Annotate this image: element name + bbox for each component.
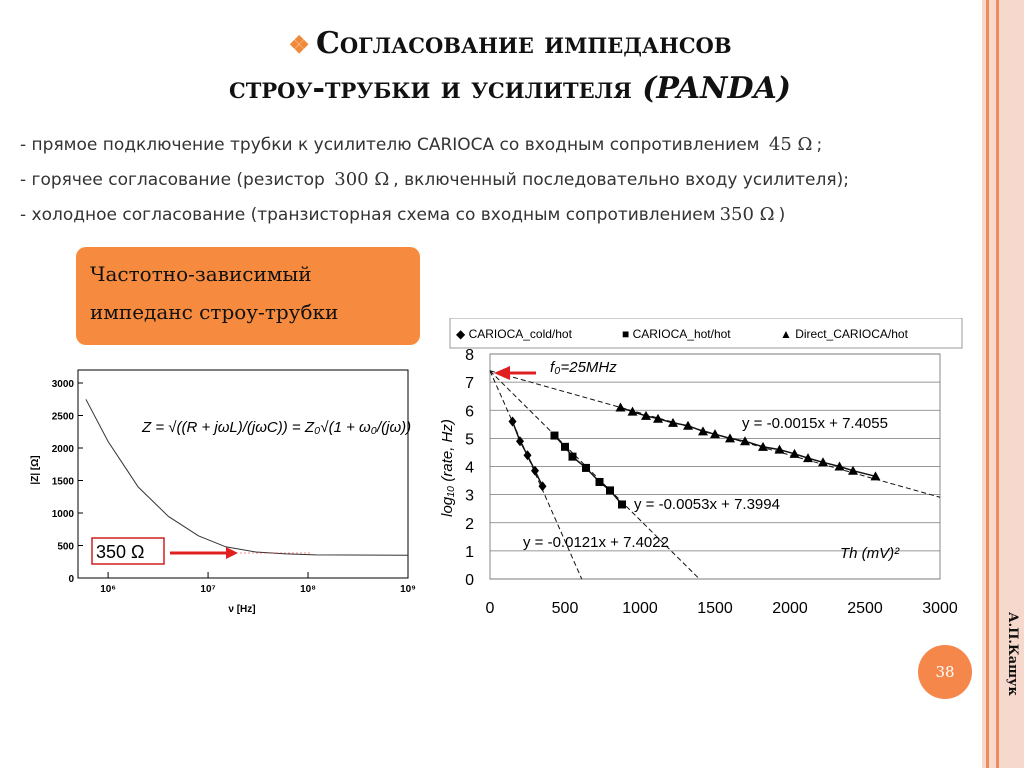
x-tick-label: 10⁸ <box>300 584 316 595</box>
bullet-value: 300 Ω <box>334 169 390 190</box>
fit-label-direct: y = -0.0015x + 7.4055 <box>742 415 888 432</box>
diamond-bullet-icon: ❖ <box>288 30 310 59</box>
x-tick-label: 2500 <box>847 600 883 617</box>
rate-chart <box>430 318 975 628</box>
callout-line-1: Частотно-зависимый <box>90 262 312 286</box>
bullet-item <box>20 200 849 235</box>
bullet-item <box>20 130 849 165</box>
fit-label-hot: y = -0.0053x + 7.3994 <box>634 496 780 513</box>
x-tick-label: 3000 <box>922 600 958 617</box>
bullet-text-end: ) <box>778 205 786 225</box>
fit-label-cold: y = -0.0121x + 7.4022 <box>523 534 669 551</box>
slide-title <box>60 22 960 111</box>
y-axis-label: |Z| [Ω] <box>30 455 41 485</box>
x-tick-label: 1000 <box>622 600 658 617</box>
bullet-value: 45 Ω <box>768 134 813 155</box>
data-point <box>569 453 577 461</box>
title-line-1: Согласование импедансов <box>315 26 732 61</box>
data-point <box>596 478 604 486</box>
data-point <box>606 486 614 494</box>
y-tick-label: 500 <box>57 541 74 553</box>
x-tick-label: 10⁹ <box>400 584 416 595</box>
y-tick-label: 0 <box>68 574 74 585</box>
f0-annotation: f₀=25MHz <box>550 359 617 376</box>
bullet-text-end: , включенный последовательно входу усилителя); <box>393 170 849 190</box>
bullet-list <box>20 130 849 235</box>
y-tick-label: 4 <box>465 459 474 477</box>
bullet-text: - холодное согласование (транзисторная схема со входным сопротивлением <box>20 205 716 225</box>
y-axis-label: log₁₀ (rate, Hz) <box>439 419 456 517</box>
impedance-chart <box>30 360 430 620</box>
y-tick-label: 3000 <box>51 379 74 390</box>
legend-item-cold: ◆ CARIOCA_cold/hot <box>456 327 572 341</box>
x-axis-label: Th (mV)² <box>840 545 900 562</box>
page-number-badge: 38 <box>918 645 972 699</box>
x-tick-label: 1500 <box>697 600 733 617</box>
y-tick-label: 2500 <box>51 411 74 423</box>
title-line-2: строу-трубки и усилителя <box>229 71 632 106</box>
data-point <box>551 432 559 440</box>
data-point <box>582 464 590 472</box>
data-point <box>561 443 569 451</box>
border-stripe <box>996 0 999 768</box>
border-stripe <box>986 0 989 768</box>
y-tick-label: 8 <box>465 347 474 364</box>
y-tick-label: 1000 <box>51 509 74 520</box>
legend-item-direct: ▲ Direct_CARIOCA/hot <box>780 327 908 341</box>
y-tick-label: 0 <box>465 572 474 589</box>
y-tick-label: 7 <box>465 375 474 393</box>
callout-line-2: импеданс строу-трубки <box>90 300 339 324</box>
legend-item-hot: ■ CARIOCA_hot/hot <box>622 327 731 341</box>
y-tick-label: 1 <box>465 543 474 561</box>
bullet-text-end: ; <box>816 135 823 155</box>
y-tick-label: 1500 <box>51 476 74 488</box>
title-panda: (PANDA) <box>642 71 791 106</box>
y-tick-label: 3 <box>465 487 474 505</box>
bullet-value: 350 Ω <box>719 204 775 225</box>
annotation-350-ohm: 350 Ω <box>96 542 145 562</box>
right-border <box>982 0 1024 768</box>
x-axis-label: ν [Hz] <box>228 604 256 615</box>
x-tick-label: 10⁶ <box>100 584 116 595</box>
impedance-formula: Z = √((R + jωL)/(jωC)) = Z₀√(1 + ω₀/(jω)) <box>142 419 412 436</box>
y-tick-label: 5 <box>465 431 474 449</box>
y-tick-label: 6 <box>465 403 474 421</box>
x-tick-label: 10⁷ <box>200 584 216 595</box>
x-tick-label: 0 <box>485 600 495 617</box>
data-point <box>618 500 626 508</box>
author-label: А.П.Кашук <box>1005 612 1020 696</box>
y-tick-label: 2 <box>465 515 474 533</box>
bullet-item <box>20 165 849 200</box>
y-tick-label: 2000 <box>51 444 74 455</box>
x-tick-label: 2000 <box>772 600 808 617</box>
bullet-text: - горячее согласование (резистор <box>20 170 331 190</box>
callout-box <box>76 247 420 345</box>
bullet-text: - прямое подключение трубки к усилителю CARIOCA со входным сопротивлением <box>20 135 765 155</box>
x-tick-label: 500 <box>551 600 579 617</box>
